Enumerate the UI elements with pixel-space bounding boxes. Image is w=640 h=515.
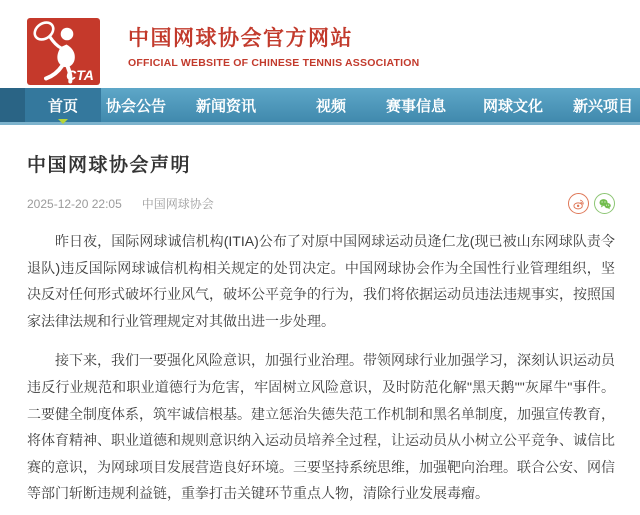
tennis-player-icon [27,18,100,85]
article-paragraph: 昨日夜，国际网球诚信机构(ITIA)公布了对原中国网球运动员逄仁龙(现已被山东网球队责令退队)违反国际网球诚信机构相关规定的处罚决定。中国网球协会作为全国性行业管理组织，坚决反对任何形式破坏行业风气，破坏公平竞争的行为，我们将依据运动员违法违规事实，按照国家法律法规和行业管理规定对其做出进一步处理。 [27,233,615,329]
cta-logo[interactable] [27,18,100,85]
article-meta [27,193,615,214]
nav-item-label: 新兴项目 [572,97,633,115]
wechat-icon[interactable] [594,193,615,214]
article-body [27,228,615,507]
logo-cta-text: CTA [66,67,94,83]
nav-item-label: 新闻资讯 [195,97,256,115]
active-tab-triangle-icon [58,119,68,124]
site-title-block [128,27,419,69]
weibo-icon[interactable] [568,193,589,214]
nav-item-label: 首页 [47,97,78,115]
nav-item-video[interactable] [311,88,351,122]
nav-item-tennis-culture[interactable] [478,88,548,122]
site-title-chinese: 中国网球协会官方网站 [128,27,353,50]
article-title: 中国网球协会声明 [27,155,192,176]
nav-item-events[interactable] [381,88,451,122]
article-paragraph: 接下来，我们一要强化风险意识，加强行业治理。带领网球行业加强学习，深刻认识运动员违反行业规范和职业道德行为危害，牢固树立风险意识，及时防范化解"黑天鹅""灰犀牛"事件。二要健全制度体系，筑牢诚信根基。建立惩治失德失范工作机制和黑名单制度，加强宣传教育，将体育精神、职业道德和规则意识纳入运动员培养全过程，让运动员从小树立公平竞争、诚信比赛的意识，为网球项目发展营造良好环境。三要坚持系统思维，加强靶向治理。联合公安、网信等部门斩断违规利益链，重拳打击关键环节重点人物，清除行业发展毒瘤。 [27,352,615,502]
nav-item-label: 协会公告 [105,97,166,115]
article-source: 中国网球协会 [141,197,214,211]
nav-left-band [0,88,25,122]
article-date: 2025-12-20 22:05 [27,196,122,211]
site-header [0,0,640,88]
nav-item-label: 赛事信息 [385,97,446,115]
nav-item-new-programs[interactable] [571,88,635,122]
nav-item-announcements[interactable] [101,88,171,122]
share-buttons [568,193,615,214]
article-content [0,150,640,507]
nav-item-news[interactable] [191,88,261,122]
nav-item-home[interactable] [25,88,101,122]
nav-item-label: 网球文化 [482,97,543,115]
site-title-english: OFFICIAL WEBSITE OF CHINESE TENNIS ASSOCIATION [128,57,420,70]
main-nav [0,88,640,125]
nav-item-label: 视频 [315,97,346,115]
